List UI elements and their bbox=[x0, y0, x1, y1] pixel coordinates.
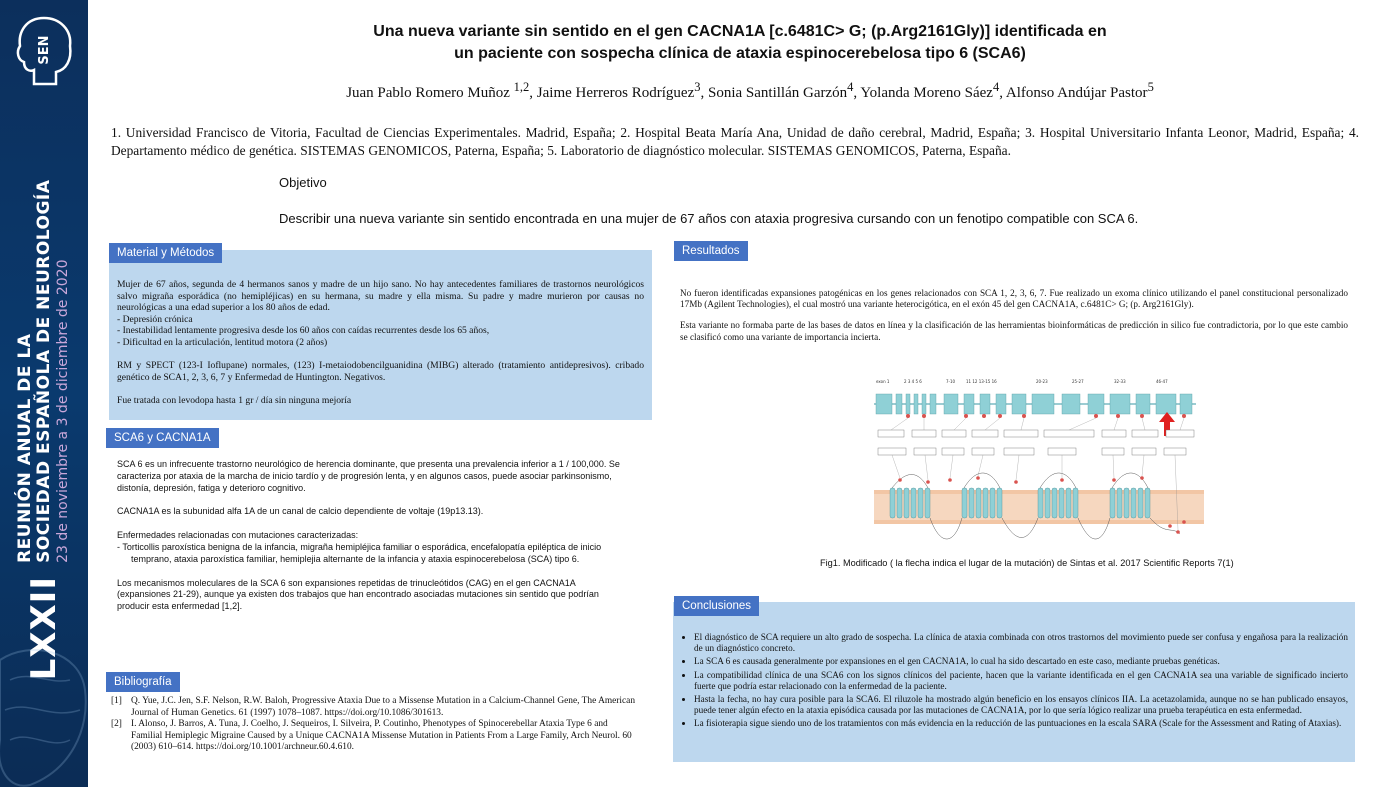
methods-paragraph: Mujer de 67 años, segunda de 4 hermanos sanos y madre de un hijo sano. No hay antecedentes familiares de trastornos neurológicos salvo migraña esporádica (no hemipléjicas) en su hermana, su madre y ella misma. Su padre y madre murieron por causas no neurológicas a una edad superior a los 80 años de edad. bbox=[117, 279, 644, 313]
methods-heading: Material y Métodos bbox=[109, 243, 222, 263]
author-name: , Jaime Herreros Rodríguez bbox=[529, 85, 695, 101]
conference-sidebar bbox=[0, 0, 88, 787]
author-affiliation: 5 bbox=[1147, 80, 1154, 94]
methods-item: - Inestabilidad lentamente progresiva desde los 60 años con caídas recurrentes desde los 65 años, bbox=[117, 325, 490, 336]
sca6-paragraph: CACNA1A es la subunidad alfa 1A de un canal de calcio dependiente de voltaje (19p13.13). bbox=[117, 506, 484, 517]
methods-item: - Dificultad en la articulación, lentitud motora (2 años) bbox=[117, 336, 328, 348]
methods-text bbox=[117, 279, 644, 407]
sca6-text bbox=[117, 459, 627, 613]
conclusion-item: • La compatibilidad clínica de una SCA6 con los signos clínicos del paciente, hacen que la variante identificada en el gen CACNA1A sea una variable de significado incierto fuerte que podría estar relacionado con la enfermedad de la paciente. bbox=[694, 670, 1348, 692]
bibliography-item bbox=[111, 719, 641, 754]
ref-number: [1] bbox=[111, 696, 122, 706]
svg-text:46-47: 46-47 bbox=[1156, 379, 1168, 384]
author-name: Juan Pablo Romero Muñoz bbox=[346, 85, 514, 101]
svg-text:25-27: 25-27 bbox=[1072, 379, 1084, 384]
objective-heading: Objetivo bbox=[279, 175, 327, 190]
ref-text: I. Alonso, J. Barros, A. Tuna, J. Coelho, J. Sequeiros, I. Silveira, P. Coutinho, Phenotypes of Spinocerebellar Ataxia Type 6 and Familial Hemiplegic Migraine Caused by a Unique CACNA1A Missense Mutation in Patients From a Large Family, Arch Neurol. 60 (2003) 610–614. https://doi.org/10.1001/archneur.60.4.610. bbox=[131, 719, 632, 753]
author-name: , Sonia Santillán Garzón bbox=[700, 85, 848, 101]
svg-text:20-23: 20-23 bbox=[1036, 379, 1048, 384]
svg-text:2 3 4 5 6: 2 3 4 5 6 bbox=[904, 379, 922, 384]
author-affiliation: 4 bbox=[847, 80, 854, 94]
conclusion-item: • Hasta la fecha, no hay cura posible para la SCA6. El riluzole ha mostrado algún beneficio en los ensayos clínicos IIA. La acetazolamida, aunque no se han publicado ensayos, puede tener algún efecto en la ataxia episódica causada por las mutaciones de CACNA1A, por lo que sería lógico realizar una prueba terapéutica en esta enfermedad. bbox=[694, 694, 1348, 716]
author-name: , Alfonso Andújar Pastor bbox=[999, 85, 1148, 101]
conclusions-list bbox=[680, 632, 1348, 730]
sen-logo-icon bbox=[12, 14, 76, 92]
authors bbox=[200, 80, 1300, 102]
figure-caption: Fig1. Modificado ( la flecha indica el lugar de la mutación) de Sintas et al. 2017 Scientific Reports 7(1) bbox=[820, 558, 1234, 568]
conference-line2: SOCIEDAD ESPAÑOLA DE NEUROLOGÍA bbox=[34, 179, 54, 563]
conclusions-text bbox=[680, 632, 1348, 732]
conclusion-item: • La fisioterapia sigue siendo uno de los tratamientos con más evidencia en la reducción de las puntuaciones en la escala SARA (Scale for the Assessment and Rating of Ataxias). bbox=[694, 718, 1348, 729]
logo-text: SEN bbox=[37, 35, 52, 65]
sca6-paragraph: SCA 6 es un infrecuente trastorno neurológico de herencia dominante, que presenta una prevalencia inferior a 1 / 100,000. Se caracteriza por ataxia de la marcha de inicio tardío y de progresión lenta, y en algunos casos, puede asociar parkinsonismo, distonía, depresión, fatiga y deterioro cognitivo. bbox=[117, 459, 620, 493]
results-text bbox=[680, 288, 1348, 343]
sca6-paragraph: Enfermedades relacionadas con mutaciones caracterizadas: bbox=[117, 530, 359, 541]
poster-title bbox=[290, 21, 1190, 65]
sca6-paragraph: Los mecanismos moleculares de la SCA 6 son expansiones repetidas de trinucleótidos (CAG) en el gen CACNA1A (expansiones 21-29), aunque ya existen dos trabajos que han encontrado asociadas mutaciones sin sentido que podrían producir esta enfermedad [1,2]. bbox=[117, 577, 599, 612]
bibliography-list bbox=[111, 696, 641, 754]
brain-illustration-icon bbox=[0, 640, 88, 787]
bibliography-item bbox=[111, 696, 641, 719]
svg-text:32-33: 32-33 bbox=[1114, 379, 1126, 384]
affiliations: 1. Universidad Francisco de Vitoria, Facultad de Ciencias Experimentales. Madrid, España; 2. Hospital Beata María Ana, Unidad de daño cerebral, Madrid, España; 3. Hospital Universitario Infanta Leonor, Madrid, España; 4. Departamento médico de genética. SISTEMAS GENOMICOS, Paterna, España; 5. Laboratorio de diagnóstico molecular. SISTEMAS GENOMICOS, Paterna, España. bbox=[111, 125, 1359, 158]
conference-date: 23 de noviembre a 3 de diciembre de 2020 bbox=[55, 259, 71, 563]
sca6-heading: SCA6 y CACNA1A bbox=[106, 428, 219, 448]
results-paragraph: No fueron identificadas expansiones patogénicas en los genes relacionados con SCA 1, 2, 3, 6, 7. Fue realizado un exoma clínico utilizando el panel constitucional personalizado 17Mb (Agilent Technologies), el cual mostró una variante heterocigótica, en el exón 45 del gen CACNA1A, c.6481C> G; (p. Arg2161Gly). bbox=[680, 288, 1348, 310]
ref-text: Q. Yue, J.C. Jen, S.F. Nelson, R.W. Baloh, Progressive Ataxia Due to a Missense Mutation in a Calcium-Channel Gene, The American Journal of Human Genetics. 61 (1997) 1078–1087. https://doi.org/10.1086/301613. bbox=[131, 696, 636, 718]
methods-paragraph: Fue tratada con levodopa hasta 1 gr / día sin ninguna mejoría bbox=[117, 395, 352, 406]
svg-text:exon 1: exon 1 bbox=[876, 379, 890, 384]
conclusion-item: • La SCA 6 es causada generalmente por expansiones en el gen CACNA1A, lo cual ha sido descartado en este caso, mediante pruebas genéticas. bbox=[694, 656, 1348, 667]
methods-paragraph: RM y SPECT (123-I Ioflupane) normales, (123) I-metaiodobencilguanidina (MIBG) alterado (tratamiento antidepresivos). cribado genético de SCA1, 2, 3, 6, 7 y Enfermedad de Huntington. Negativos. bbox=[117, 360, 644, 383]
ref-number: [2] bbox=[111, 719, 122, 730]
title-line1: Una nueva variante sin sentido en el gen CACNA1A [c.6481C> G; (p.Arg2161Gly)] identificada en bbox=[373, 23, 1107, 40]
conclusion-item: • El diagnóstico de SCA requiere un alto grado de sospecha. La clínica de ataxia combinada con otros trastornos del movimiento puede ser confusa y engañosa para la realización de un diagnóstico concreto. bbox=[694, 632, 1348, 654]
svg-text:11 12 13-15 16: 11 12 13-15 16 bbox=[966, 379, 997, 384]
methods-item: - Depresión crónica bbox=[117, 313, 193, 325]
conclusions-heading: Conclusiones bbox=[674, 596, 759, 616]
author-affiliation: 4 bbox=[992, 80, 1000, 94]
title-line2: un paciente con sospecha clínica de ataxia espinocerebelosa tipo 6 (SCA6) bbox=[454, 45, 1026, 62]
results-heading: Resultados bbox=[674, 241, 748, 261]
cacna1a-diagram bbox=[866, 376, 1206, 548]
author-affiliation: 3 bbox=[694, 80, 701, 94]
author-affiliation: 1,2 bbox=[513, 80, 530, 94]
results-paragraph: Esta variante no formaba parte de las bases de datos en línea y la clasificación de las herramientas bioinformáticas de predicción in silico fue contradictoria, por lo que este cambio se clasificó como una variante de importancia incierta. bbox=[680, 320, 1348, 342]
svg-text:7-10: 7-10 bbox=[946, 379, 956, 384]
edition-number: LXXII bbox=[24, 576, 64, 681]
conference-title bbox=[16, 180, 72, 681]
sca6-list-item: - Torticollis paroxística benigna de la infancia, migraña hemipléjica familiar o esporádica, encefalopatía epiléptica de inicio temprano, ataxia paroxística familiar, hemiplejia alternante de la infancia y ataxia espinocerebelosa (SCA) tipo 6. bbox=[117, 541, 602, 564]
conference-line1: REUNIÓN ANUAL DE LA bbox=[15, 333, 35, 563]
objective-text: Describir una nueva variante sin sentido encontrada en una mujer de 67 años con ataxia progresiva cursando con un fenotipo compatible con SCA 6. bbox=[279, 211, 1139, 226]
bibliography-heading: Bibliografía bbox=[106, 672, 180, 692]
author-name: , Yolanda Moreno Sáez bbox=[853, 85, 993, 101]
